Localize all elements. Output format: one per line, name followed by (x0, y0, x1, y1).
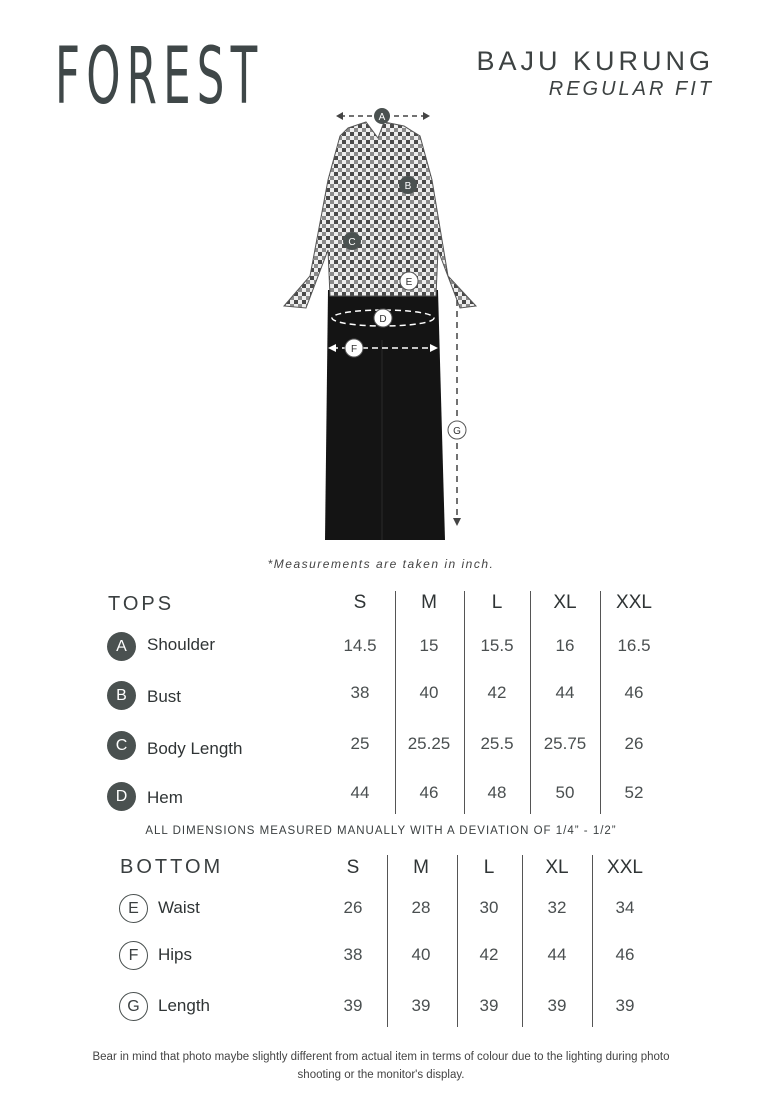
badge-e: E (119, 894, 148, 923)
measurement-note: *Measurements are taken in inch. (267, 557, 495, 571)
tops-divider (464, 591, 465, 814)
tops-col-xl: XL (553, 592, 577, 613)
badge-f: F (119, 941, 148, 970)
table-cell: 25.5 (480, 734, 514, 753)
table-cell: 44 (555, 683, 575, 702)
table-cell: 39 (479, 996, 499, 1015)
bottom-col-m: M (413, 857, 429, 878)
table-cell: 52 (624, 783, 644, 802)
table-cell: 44 (547, 945, 567, 964)
bottom-divider (457, 855, 458, 1027)
table-cell: 39 (411, 996, 431, 1015)
svg-text:D: D (379, 314, 387, 325)
marker-b (399, 176, 417, 194)
badge-c: C (107, 731, 136, 760)
marker-c (343, 232, 361, 250)
tops-divider (530, 591, 531, 814)
table-cell: 25.75 (543, 734, 587, 753)
table-cell: 39 (547, 996, 567, 1015)
tops-col-xxl: XXL (616, 592, 652, 613)
brand-logo: FOREST (55, 32, 264, 122)
badge-b: B (107, 681, 136, 710)
table-cell: 46 (624, 683, 644, 702)
badge-g: G (119, 992, 148, 1021)
table-cell: 39 (343, 996, 363, 1015)
table-cell: 48 (487, 783, 507, 802)
marker-f (345, 339, 363, 357)
disclaimer: Bear in mind that photo maybe slightly different from actual item in terms of colour due to the lighting during photo shooting or the monitor's display. (92, 1051, 670, 1081)
bottom-col-s: S (346, 857, 360, 878)
svg-text:G: G (453, 426, 461, 437)
table-cell: 46 (419, 783, 439, 802)
bottom-col-l: L (483, 857, 495, 878)
table-cell: 30 (479, 898, 499, 917)
table-cell: 40 (419, 683, 439, 702)
marker-d (374, 309, 392, 327)
badge-a: A (107, 632, 136, 661)
marker-g (448, 421, 466, 439)
row-label-shoulder: Shoulder (147, 635, 216, 654)
row-label-hips: Hips (158, 945, 193, 964)
table-cell: 16 (555, 636, 575, 655)
bottom-col-xl: XL (545, 857, 569, 878)
table-cell: 26 (624, 734, 644, 753)
table-cell: 42 (487, 683, 507, 702)
marker-e (400, 272, 418, 290)
blouse-shape (284, 122, 476, 308)
bottom-title: BOTTOM (120, 856, 224, 878)
product-fit: REGULAR FIT (548, 78, 714, 100)
svg-text:F: F (350, 344, 358, 355)
table-cell: 40 (411, 945, 431, 964)
garment-illustration (270, 100, 490, 550)
table-cell: 25 (350, 734, 370, 753)
row-label-length: Length (158, 996, 210, 1015)
bottom-divider (387, 855, 388, 1027)
table-cell: 25.25 (407, 734, 451, 753)
tops-col-s: S (353, 592, 367, 613)
svg-text:E: E (405, 277, 413, 288)
table-cell: 39 (615, 996, 635, 1015)
bottom-divider (592, 855, 593, 1027)
svg-text:B: B (404, 181, 412, 192)
product-name: BAJU KURUNG (476, 46, 714, 76)
svg-text:C: C (348, 237, 356, 248)
table-cell: 14.5 (343, 636, 377, 655)
table-cell: 28 (411, 898, 431, 917)
tops-divider (600, 591, 601, 814)
table-cell: 15.5 (480, 636, 514, 655)
table-cell: 38 (343, 945, 363, 964)
table-cell: 16.5 (617, 636, 651, 655)
table-cell: 50 (555, 783, 575, 802)
deviation-note: ALL DIMENSIONS MEASURED MANUALLY WITH A DEVIATION OF 1/4” - 1/2” (145, 825, 617, 837)
table-cell: 42 (479, 945, 499, 964)
table-cell: 44 (350, 783, 370, 802)
tops-col-m: M (421, 592, 437, 613)
table-cell: 32 (547, 898, 567, 917)
tops-divider (395, 591, 396, 814)
badge-d: D (107, 782, 136, 811)
tops-title: TOPS (108, 593, 175, 615)
row-label-hem: Hem (147, 788, 183, 807)
table-cell: 26 (343, 898, 363, 917)
row-label-waist: Waist (158, 898, 200, 917)
marker-a (374, 108, 390, 124)
table-cell: 46 (615, 945, 635, 964)
table-cell: 38 (350, 683, 370, 702)
row-label-bust: Bust (147, 687, 182, 706)
bottom-divider (522, 855, 523, 1027)
tops-col-l: L (491, 592, 503, 613)
svg-text:A: A (378, 112, 386, 123)
skirt-shape (325, 290, 445, 540)
table-cell: 15 (419, 636, 439, 655)
row-label-body-length: Body Length (147, 739, 243, 758)
bottom-col-xxl: XXL (607, 857, 643, 878)
table-cell: 34 (615, 898, 635, 917)
